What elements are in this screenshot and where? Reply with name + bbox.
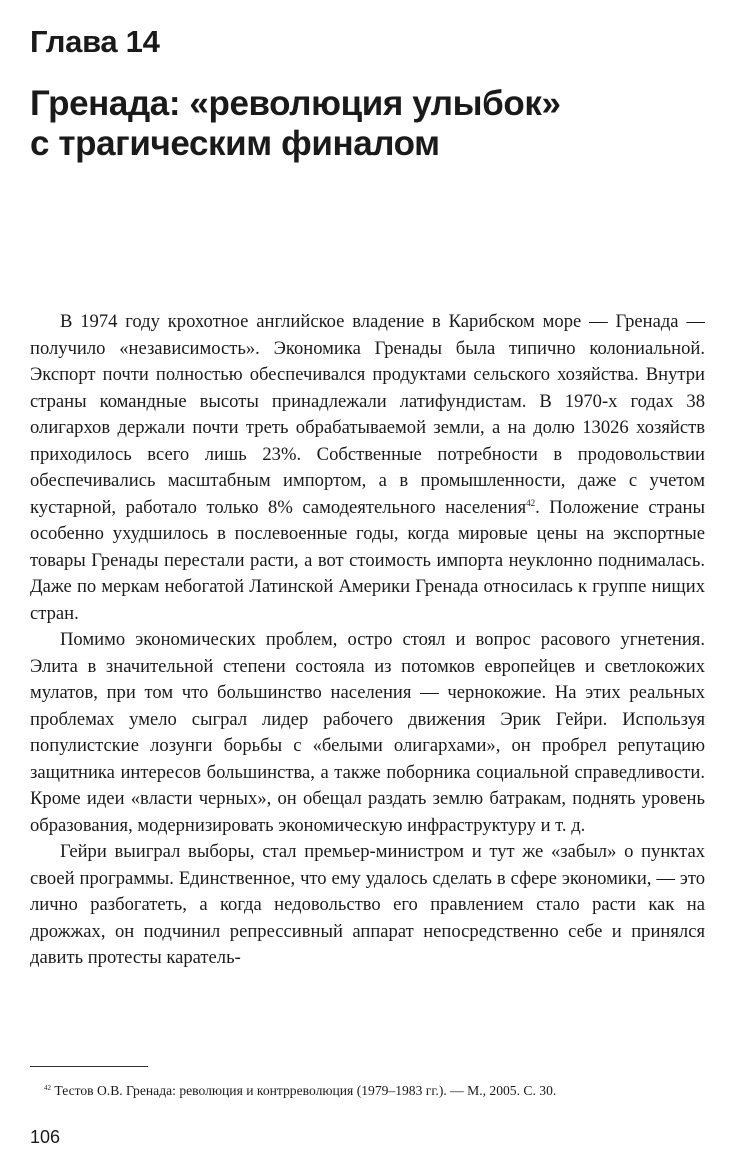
paragraph-1-text: В 1974 году крохотное английское владение в Карибском море — Гренада — получило «независимость». Экономика Гренады была типично колониальной. Экспорт почти полностью обеспечивался продуктами сельского хозяйства. Внутри страны командные высоты принадлежали латифундистам. В 1970-х годах 38 олигархов держали почти треть обрабатываемой земли, а на долю 13026 хозяйств приходилось всего лишь 23%. Собственные потребности в продовольствии обеспечивались масштабным импортом, а в промышленности, даже с учетом кустарной, работало только 8% самодеятельного населения [30, 311, 705, 518]
chapter-title-line-2: с трагическим финалом [30, 124, 440, 163]
paragraph-3: Гейри выиграл выборы, стал премьер-министром и тут же «забыл» о пунктах своей программы. Единственное, что ему удалось сделать в сфере экономики, — это лично разбогатеть, а когда недовольство его правлением стало расти как на дрожжах, он подчинил репрессивный аппарат непосредственно себе и принялся давить протесты каратель- [30, 841, 705, 968]
page-number: 106 [30, 1127, 61, 1147]
paragraph-1 [30, 309, 705, 627]
footnote [30, 1082, 705, 1100]
paragraph-1-text-continued: . Положение страны особенно ухудшилось в послевоенные годы, когда мировые цены на экспортные товары Гренады перестали расти, а вот стоимость импорта неуклонно поднималась. Даже по меркам небогатой Латинской Америки Гренада относилась к группе нищих стран. [30, 496, 705, 624]
chapter-label: Глава 14 [30, 24, 160, 59]
paragraph-2: Помимо экономических проблем, остро стоял и вопрос расового угнетения. Элита в значительной степени состояла из потомков европейцев и светлокожих мулатов, при том что большинство населения — чернокожие. На этих реальных проблемах умело сыграл лидер рабочего движения Эрик Гейри. Используя популистские лозунги борьбы с «белыми олигархами», он пробрел репутацию защитника интересов большинства, а также поборника социальной справедливости. Кроме идеи «власти черных», он обещал раздать землю батракам, поднять уровень образования, модернизировать экономическую инфраструктуру и т. д. [30, 629, 705, 836]
footnote-number: 42 [44, 1084, 51, 1092]
footnote-divider [30, 1066, 148, 1067]
chapter-title-line-1: Гренада: «революция улыбок» [30, 84, 561, 123]
footnote-text: Тестов О.В. Гренада: революция и контрреволюция (1979–1983 гг.). — М., 2005. С. 30. [54, 1083, 557, 1098]
chapter-title [30, 84, 710, 164]
body-text [30, 309, 705, 972]
footnote-reference: 42 [526, 497, 536, 508]
